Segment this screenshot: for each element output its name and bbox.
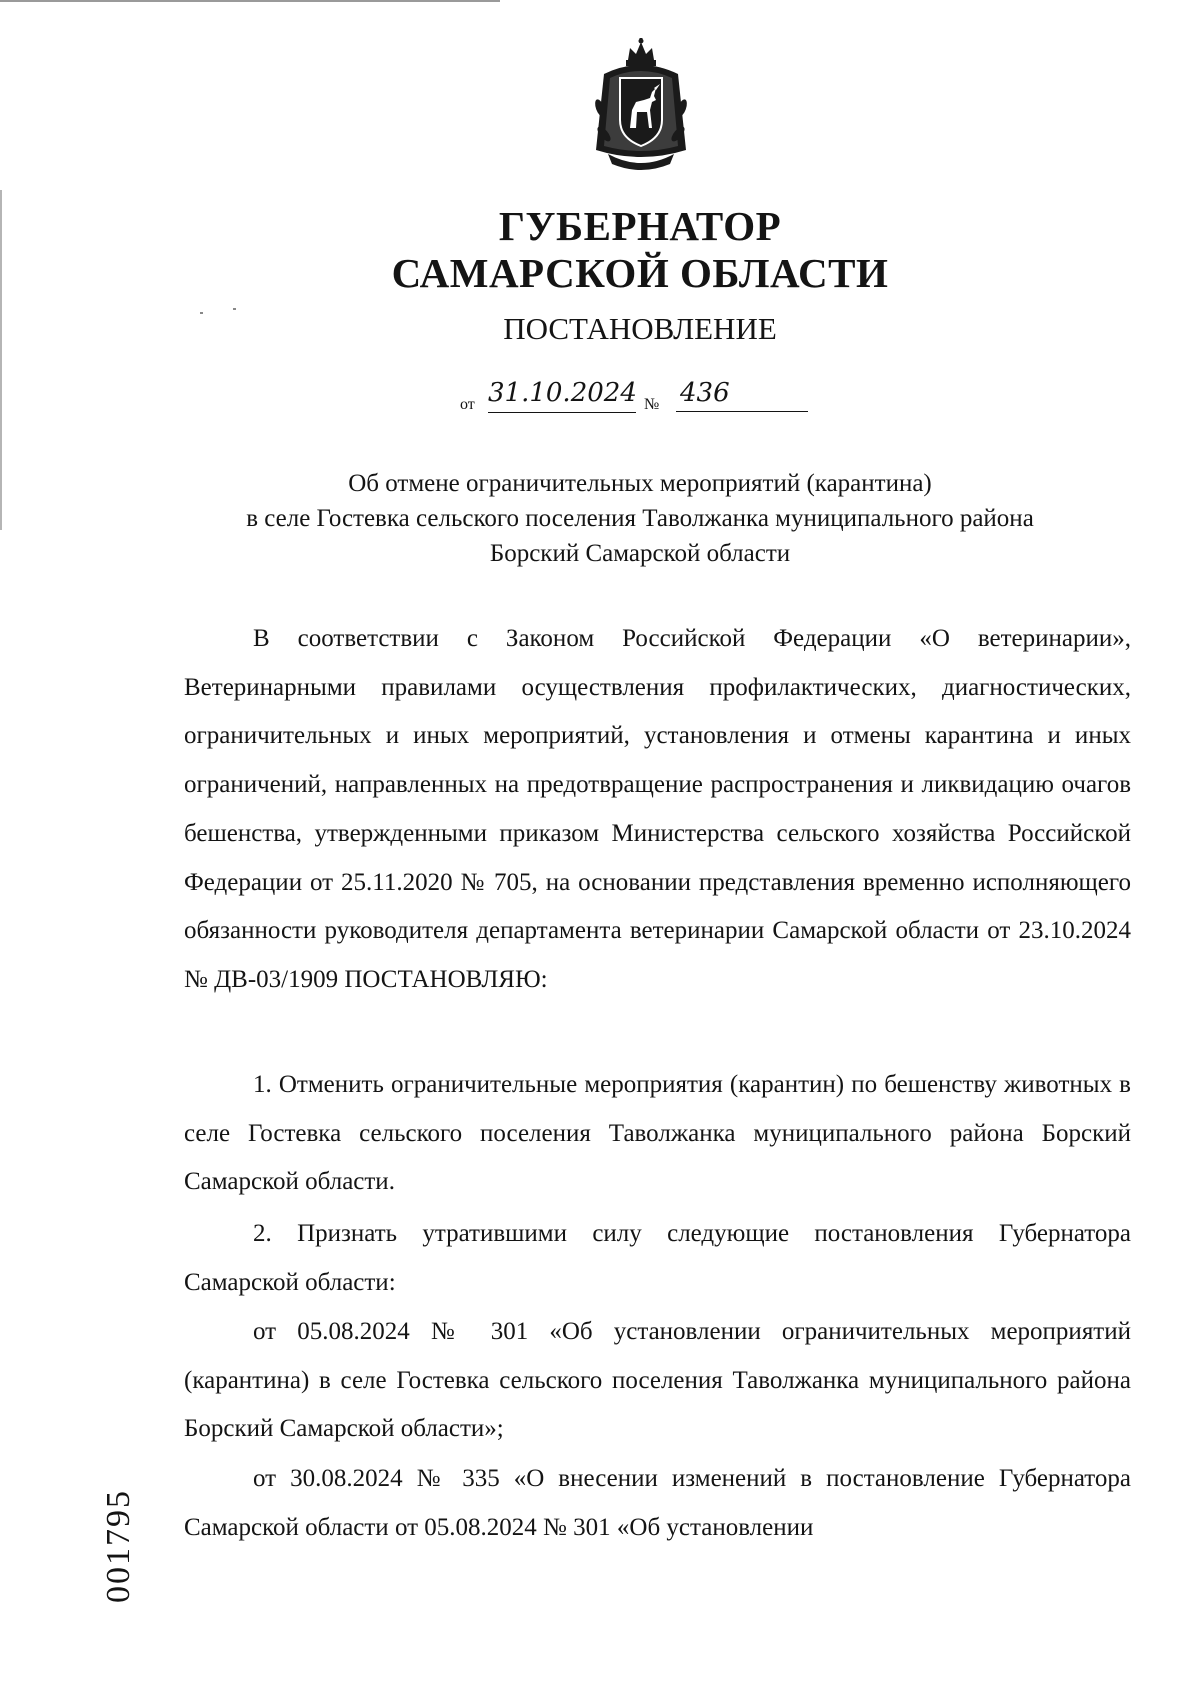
subject-line: в селе Гостевка сельского поселения Таволжанка муниципального района <box>246 505 1034 532</box>
item-2b-paragraph: от 30.08.2024 № 335 «О внесении изменений в постановление Губернатора Самарской области от 05.08.2024 № 301 «Об установлении <box>184 1465 1131 1541</box>
preamble-paragraph: В соответствии с Законом Российской Федерации «О ветеринарии», Ветеринарными правилами осуществления профилактических, диагностических, ограничительных и иных мероприятий, установления и отмены карантина и иных ограничений, направленных на предотвращение распространения и ликвидацию очагов бешенства, утвержденными приказом Министерства сельского хозяйства Российской Федерации от 25.11.2020 № 705, на основании представления временно исполняющего обязанности руководителя департамента ветеринарии Самарской области от 23.10.2024 № ДВ-03/1909 ПОСТАНОВЛЯЮ: <box>184 625 1131 993</box>
document-subject <box>180 466 1100 571</box>
body-item-1 <box>184 1061 1131 1207</box>
body-item-2 <box>184 1210 1131 1307</box>
subject-line: Об отмене ограничительных мероприятий (карантина) <box>348 470 932 497</box>
coat-of-arms-emblem <box>590 38 692 172</box>
scan-speck <box>233 308 236 310</box>
body-preamble <box>184 615 1131 1005</box>
authority-title-line-1: ГУБЕРНАТОР <box>498 203 782 249</box>
authority-title-line-2: САМАРСКОЙ ОБЛАСТИ <box>391 250 889 296</box>
margin-serial-stamp: 001795 <box>100 1489 137 1603</box>
document-number: 436 <box>676 376 808 412</box>
date-prefix: от <box>460 396 475 413</box>
item-2a-paragraph: от 05.08.2024 № 301 «Об установлении ограничительных мероприятий (карантина) в селе Гостевка сельского поселения Таволжанка муниципального района Борский Самарской области»; <box>184 1318 1131 1443</box>
number-prefix: № <box>644 396 660 413</box>
document-type: ПОСТАНОВЛЕНИЕ <box>503 311 777 346</box>
body-item-2a <box>184 1308 1131 1454</box>
scan-speck <box>200 312 203 314</box>
registration-line <box>460 376 860 416</box>
item-1-paragraph: 1. Отменить ограничительные мероприятия (карантин) по бешенству животных в селе Гостевка сельского поселения Таволжанка муниципального района Борский Самарской области. <box>184 1071 1131 1196</box>
item-2-paragraph: 2. Признать утратившими силу следующие постановления Губернатора Самарской области: <box>184 1220 1131 1296</box>
subject-line: Борский Самарской области <box>489 540 791 567</box>
document-date: 31.10.2024 <box>488 376 636 413</box>
body-item-2b <box>184 1455 1131 1552</box>
scan-edge-line <box>0 190 2 530</box>
scan-edge-line <box>0 0 500 2</box>
